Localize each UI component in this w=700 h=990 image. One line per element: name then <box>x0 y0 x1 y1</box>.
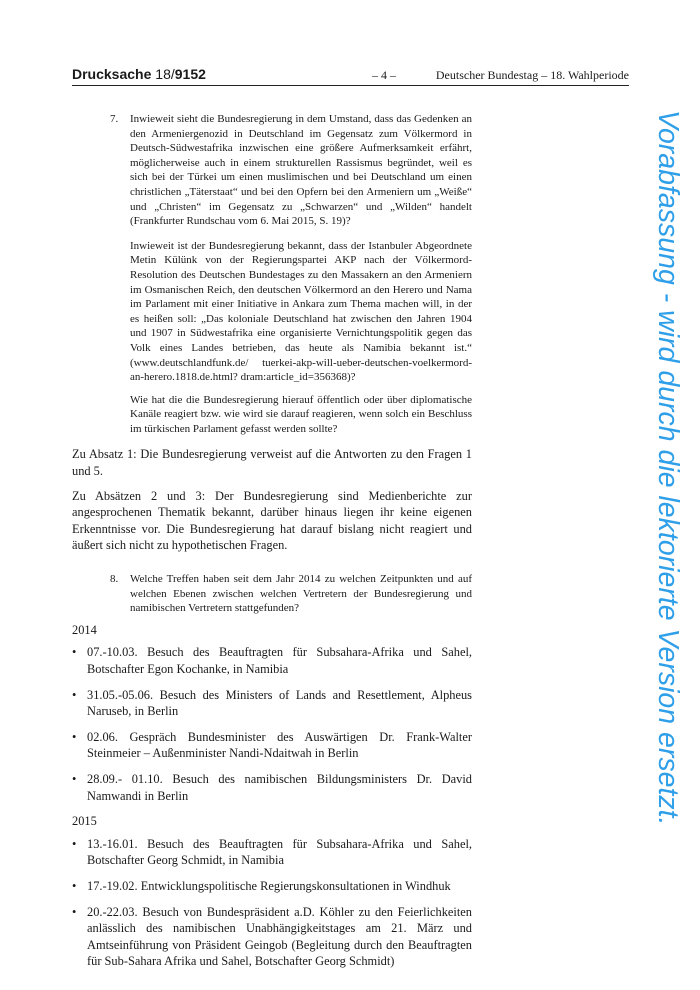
bullet-icon: • <box>72 687 77 702</box>
list-item-text: 20.-22.03. Besuch von Bundespräsident a.D. Köhler zu den Feierlichkeiten anlässlich des namibischen Unabhängigkeitstages am 21. März und Amtseinführung von Präsident Geingob (Begleitung durch den Beauftragten für Sub-Sahara Afrika und Sahel, Botschafter Georg Schmidt) <box>87 904 472 969</box>
list-item <box>72 729 472 762</box>
list-item <box>72 644 472 677</box>
page-number: – 4 – <box>372 68 396 82</box>
question-7 <box>72 112 472 229</box>
doc-type: Drucksache <box>72 66 152 82</box>
bullet-icon: • <box>72 836 77 851</box>
bullet-icon: • <box>72 878 77 893</box>
page-header <box>72 66 629 86</box>
list-item-text: 07.-10.03. Besuch des Beauftragten für Subsahara-Afrika und Sahel, Botschafter Egon Kochanke, in Namibia <box>87 645 472 676</box>
question-text: Welche Treffen haben seit dem Jahr 2014 zu welchen Zeitpunkten und auf welchen Ebenen zwischen welchen Vertretern der Bundesregierung und namibischen Vertretern stattgefunden? <box>130 573 472 615</box>
list-item-text: 17.-19.02. Entwicklungspolitische Regierungskonsultationen in Windhuk <box>87 878 451 893</box>
question-number: 7. <box>110 113 119 125</box>
answer-paragraph-1: Zu Absatz 1: Die Bundesregierung verweist auf die Antworten zu den Fragen 1 und 5. <box>72 447 472 479</box>
year-heading: 2015 <box>72 814 97 829</box>
question-7-quote-2: Wie hat die die Bundesregierung hierauf öffentlich oder über diplomatische Kanäle reagiert bzw. wie wird sie darauf reagieren, wenn solch ein Beschluss im türkischen Parlament gefasst werden sollte? <box>130 393 472 435</box>
list-item-text: 13.-16.01. Besuch des Beauftragten für Subsahara-Afrika und Sahel, Botschafter Georg Schmidt, in Namibia <box>87 836 472 868</box>
meeting-list-2014 <box>72 644 472 804</box>
bullet-icon: • <box>72 729 77 744</box>
question-text: Inwieweit sieht die Bundesregierung in dem Umstand, dass das Gedenken an den Armeniergenozid in Deutschland im Gegensatz zum Völkermord in Deutsch-Südwestafrika inzwischen eine größere Aufmerksamkeit erfährt, möglicherweise auch in einem strukturellen Rassismus begründet, weil es sich bei der Türkei um einen muslimischen und bei Deutschland um einen christlichen „Täterstaat“ und bei den Opfern bei den Armeniern um „Weiße“ und „Christen“ im Gegensatz zu „Schwarzen“ und „Wilden“ handelt (Frankfurter Rundschau vom 6. Mai 2015, S. 19)? <box>130 113 472 228</box>
document-number <box>72 66 206 82</box>
bullet-icon: • <box>72 771 77 786</box>
publisher: Deutscher Bundestag – 18. Wahlperiode <box>435 68 629 82</box>
list-item-text: 31.05.-05.06. Besuch des Ministers of Lands and Resettlement, Alpheus Naruseb, in Berlin <box>87 687 472 719</box>
page-content <box>72 112 472 979</box>
question-8 <box>72 572 472 616</box>
list-item <box>72 771 472 804</box>
list-item <box>72 904 472 970</box>
answer-paragraph-2-3: Zu Absätzen 2 und 3: Der Bundesregierung sind Medienberichte zur angesprochenen Thematik bekannt, darüber hinaus liegen ihr keine eigenen Erkenntnisse vor. Die Bundesregierung hat darauf bislang nicht reagiert und äußert sich nicht zu hypothetischen Fragen. <box>72 488 472 553</box>
question-number: 8. <box>110 573 119 586</box>
list-item <box>72 836 472 869</box>
list-item <box>72 878 472 895</box>
draft-watermark <box>648 110 688 900</box>
year-heading: 2014 <box>72 622 97 637</box>
bullet-icon: • <box>72 904 77 919</box>
bullet-icon: • <box>72 645 77 660</box>
doc-num: 9152 <box>174 66 206 82</box>
list-item <box>72 687 472 720</box>
meeting-list-2015 <box>72 836 472 970</box>
doc-num-prefix: 18/ <box>155 66 175 82</box>
watermark-text: Vorabfassung - wird durch die lektorierte Version ersetzt. <box>652 110 684 826</box>
header-rule <box>72 85 629 86</box>
question-7-quote-1: Inwieweit ist der Bundesregierung bekannt, dass der Istanbuler Abgeordnete Metin Külünk von der Regierungspartei AKP nach der Völkermord-Resolution des Deutschen Bundestages zu den Massakern an den Armeniern im Osmanischen Reich, den deutschen Völkermord an den Herero und Nama im Parlament mit einer Initiative in Ankara zum Thema machen will, in der es heißen soll: „Das koloniale Deutschland hat zwischen den Jahren 1904 und 1907 in Südwestafrika eine organisierte Vernichtungspolitik gegen das Volk eines Landes betrieben, das heute als Namibia bekannt ist.“ (www.deutschlandfunk.de/ tuerkei-akp-will-ueber-deutschen-voelkermord-an-herero.1818.de.html? dram:article_id=356368)? <box>130 239 472 384</box>
list-item-text: 02.06. Gespräch Bundesminister des Auswärtigen Dr. Frank-Walter Steinmeier – Außenminister Nandi-Ndaitwah in Berlin <box>87 729 472 761</box>
list-item-text: 28.09.- 01.10. Besuch des namibischen Bildungsministers Dr. David Namwandi in Berlin <box>87 771 472 803</box>
